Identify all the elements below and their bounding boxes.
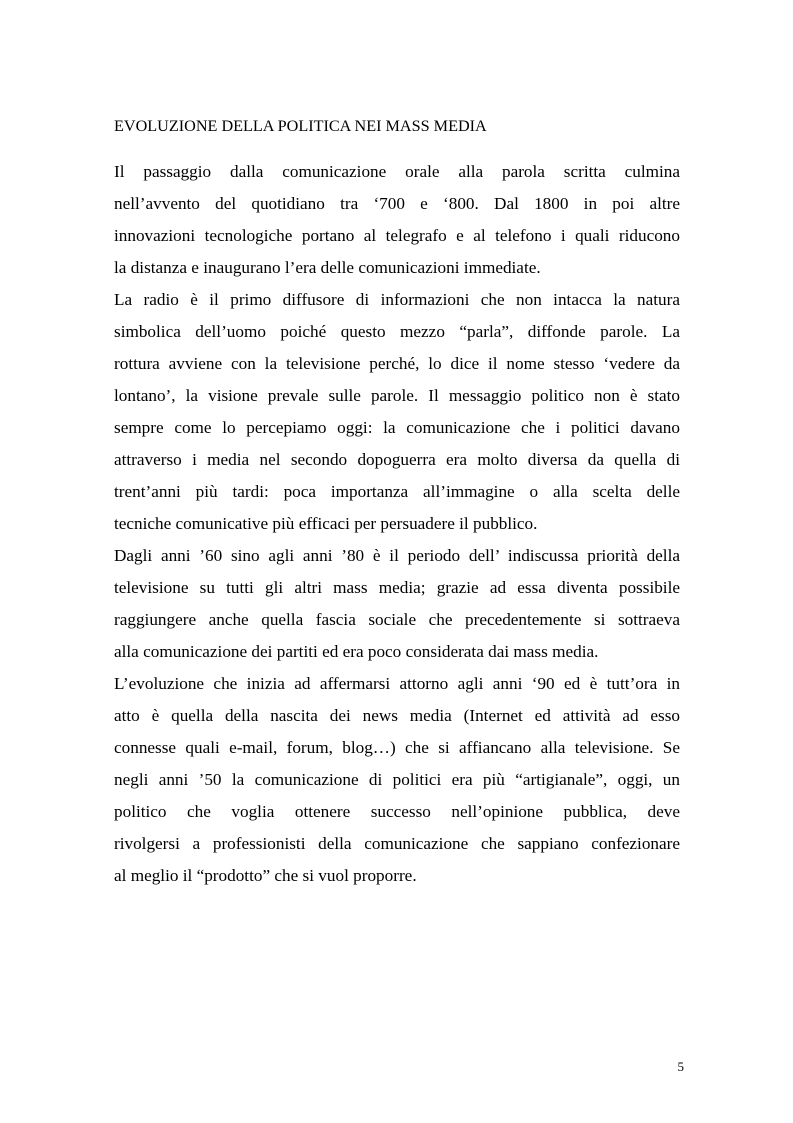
text-line: simbolica dell’uomo poiché questo mezzo “parla”, diffonde parole. La bbox=[114, 322, 680, 341]
text-line: la distanza e inaugurano l’era delle comunicazioni immediate. bbox=[114, 258, 541, 277]
text-line: sempre come lo percepiamo oggi: la comunicazione che i politici davano bbox=[114, 418, 680, 437]
text-line: Il passaggio dalla comunicazione orale alla parola scritta culmina bbox=[114, 162, 680, 181]
text-line: negli anni ’50 la comunicazione di politici era più “artigianale”, oggi, un bbox=[114, 770, 680, 789]
text-line: atto è quella della nascita dei news media (Internet ed attività ad esso bbox=[114, 706, 680, 725]
text-line: rivolgersi a professionisti della comunicazione che sappiano confezionare bbox=[114, 834, 680, 853]
text-line: lontano’, la visione prevale sulle parole. Il messaggio politico non è stato bbox=[114, 386, 680, 405]
text-line: tecniche comunicative più efficaci per persuadere il pubblico. bbox=[114, 514, 538, 533]
section-heading: EVOLUZIONE DELLA POLITICA NEI MASS MEDIA bbox=[114, 117, 487, 135]
paragraph-4 bbox=[114, 668, 680, 892]
text-line: politico che voglia ottenere successo nell’opinione pubblica, deve bbox=[114, 802, 680, 821]
paragraph-2 bbox=[114, 284, 680, 540]
paragraph-3 bbox=[114, 540, 680, 668]
text-line: al meglio il “prodotto” che si vuol proporre. bbox=[114, 866, 417, 885]
paragraph-1 bbox=[114, 156, 680, 284]
text-line: L’evoluzione che inizia ad affermarsi attorno agli anni ‘90 ed è tutt’ora in bbox=[114, 674, 680, 693]
text-line: nell’avvento del quotidiano tra ‘700 e ‘800. Dal 1800 in poi altre bbox=[114, 194, 680, 213]
text-line: raggiungere anche quella fascia sociale che precedentemente si sottraeva bbox=[114, 610, 680, 629]
page-number: 5 bbox=[677, 1059, 684, 1074]
text-line: attraverso i media nel secondo dopoguerra era molto diversa da quella di bbox=[114, 450, 680, 469]
text-line: alla comunicazione dei partiti ed era poco considerata dai mass media. bbox=[114, 642, 599, 661]
text-line: rottura avviene con la televisione perché, lo dice il nome stesso ‘vedere da bbox=[114, 354, 680, 373]
body-text bbox=[114, 156, 680, 892]
text-line: televisione su tutti gli altri mass media; grazie ad essa diventa possibile bbox=[114, 578, 680, 597]
text-line: innovazioni tecnologiche portano al telegrafo e al telefono i quali riducono bbox=[114, 226, 680, 245]
text-line: connesse quali e-mail, forum, blog…) che si affiancano alla televisione. Se bbox=[114, 738, 680, 757]
text-line: Dagli anni ’60 sino agli anni ’80 è il periodo dell’ indiscussa priorità della bbox=[114, 546, 680, 565]
text-line: trent’anni più tardi: poca importanza all’immagine o alla scelta delle bbox=[114, 482, 680, 501]
text-line: La radio è il primo diffusore di informazioni che non intacca la natura bbox=[114, 290, 680, 309]
